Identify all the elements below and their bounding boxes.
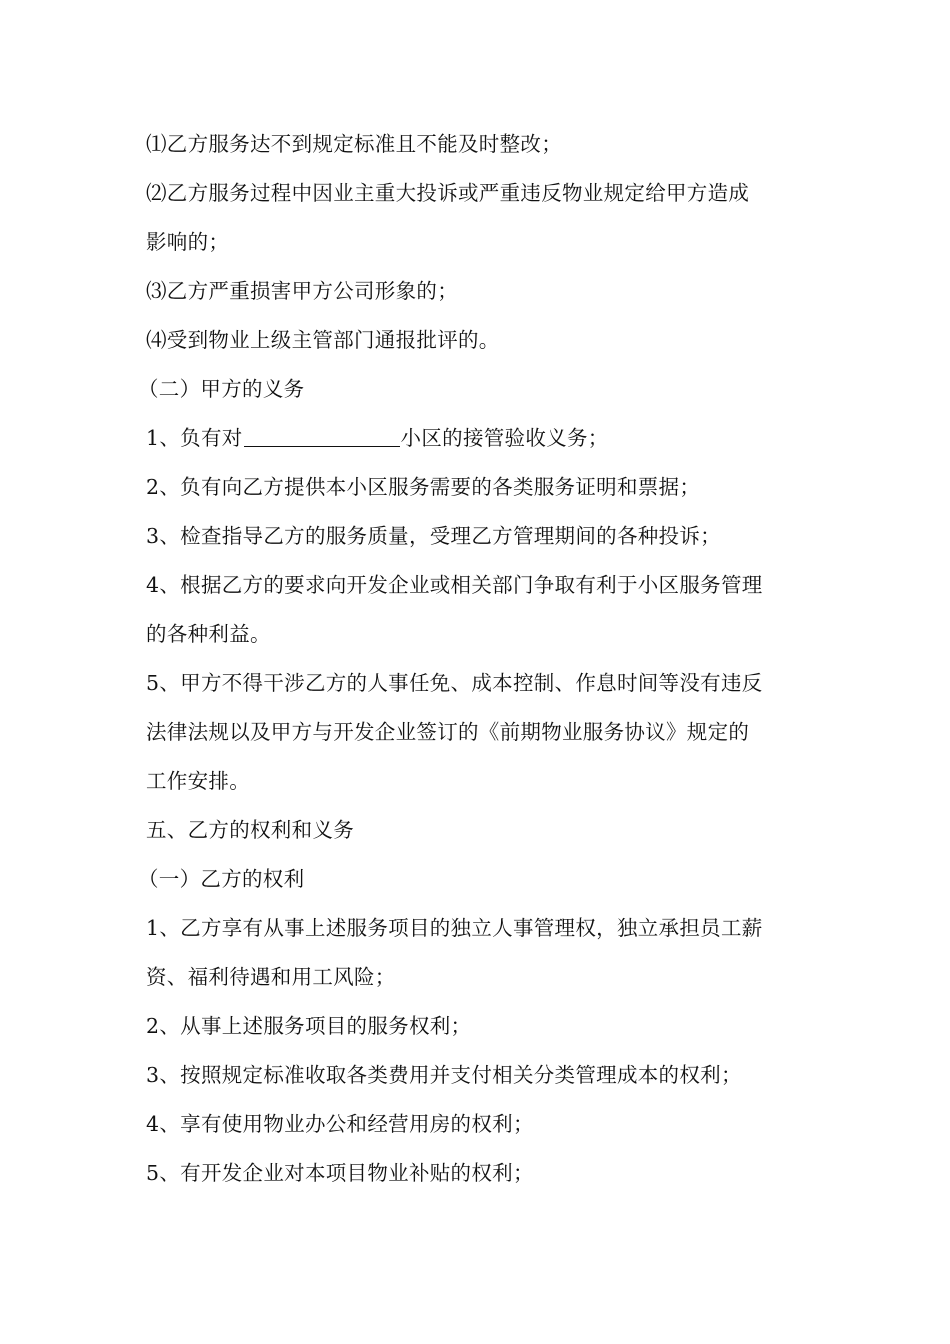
clause-line: ⑵乙方服务过程中因业主重大投诉或严重违反物业规定给甲方造成 [146, 181, 750, 205]
section-heading: （一）乙方的权利 [138, 867, 305, 891]
clause-line: ⑷受到物业上级主管部门通报批评的。 [146, 328, 500, 352]
clause-line: 1、乙方享有从事上述服务项目的独立人事管理权，独立承担员工薪 [146, 916, 763, 940]
clause-line: 的各种利益。 [146, 622, 271, 646]
clause-line: 4、享有使用物业办公和经营用房的权利； [146, 1112, 534, 1136]
section-heading: （二）甲方的义务 [138, 377, 305, 401]
clause-line-with-blank [146, 414, 814, 463]
clause-line: 2、从事上述服务项目的服务权利； [146, 1014, 472, 1038]
clause-line: 2、负有向乙方提供本小区服务需要的各类服务证明和票据； [146, 475, 701, 499]
clause-line: 工作安排。 [146, 769, 250, 793]
clause-line: 资、福利待遇和用工风险； [146, 965, 396, 989]
clause-line: 3、按照规定标准收取各类费用并支付相关分类管理成本的权利； [146, 1063, 742, 1087]
clause-line: ⑴乙方服务达不到规定标准且不能及时整改； [146, 132, 562, 156]
clause-line: 5、甲方不得干涉乙方的人事任免、成本控制、作息时间等没有违反 [146, 671, 763, 695]
clause-text-before-blank: 1、负有对 [146, 426, 243, 450]
clause-line: 影响的； [146, 230, 230, 254]
clause-line: 4、根据乙方的要求向开发企业或相关部门争取有利于小区服务管理 [146, 573, 763, 597]
document-body [138, 120, 814, 1198]
clause-line: 3、检查指导乙方的服务质量，受理乙方管理期间的各种投诉； [146, 524, 721, 548]
clause-line: ⑶乙方严重损害甲方公司形象的； [146, 279, 458, 303]
clause-text-after-blank: 小区的接管验收义务； [400, 426, 609, 450]
clause-line: 法律法规以及甲方与开发企业签订的《前期物业服务协议》规定的 [146, 720, 750, 744]
clause-line: 5、有开发企业对本项目物业补贴的权利； [146, 1161, 534, 1185]
chapter-heading: 五、乙方的权利和义务 [146, 818, 354, 842]
fill-in-blank [244, 422, 400, 447]
